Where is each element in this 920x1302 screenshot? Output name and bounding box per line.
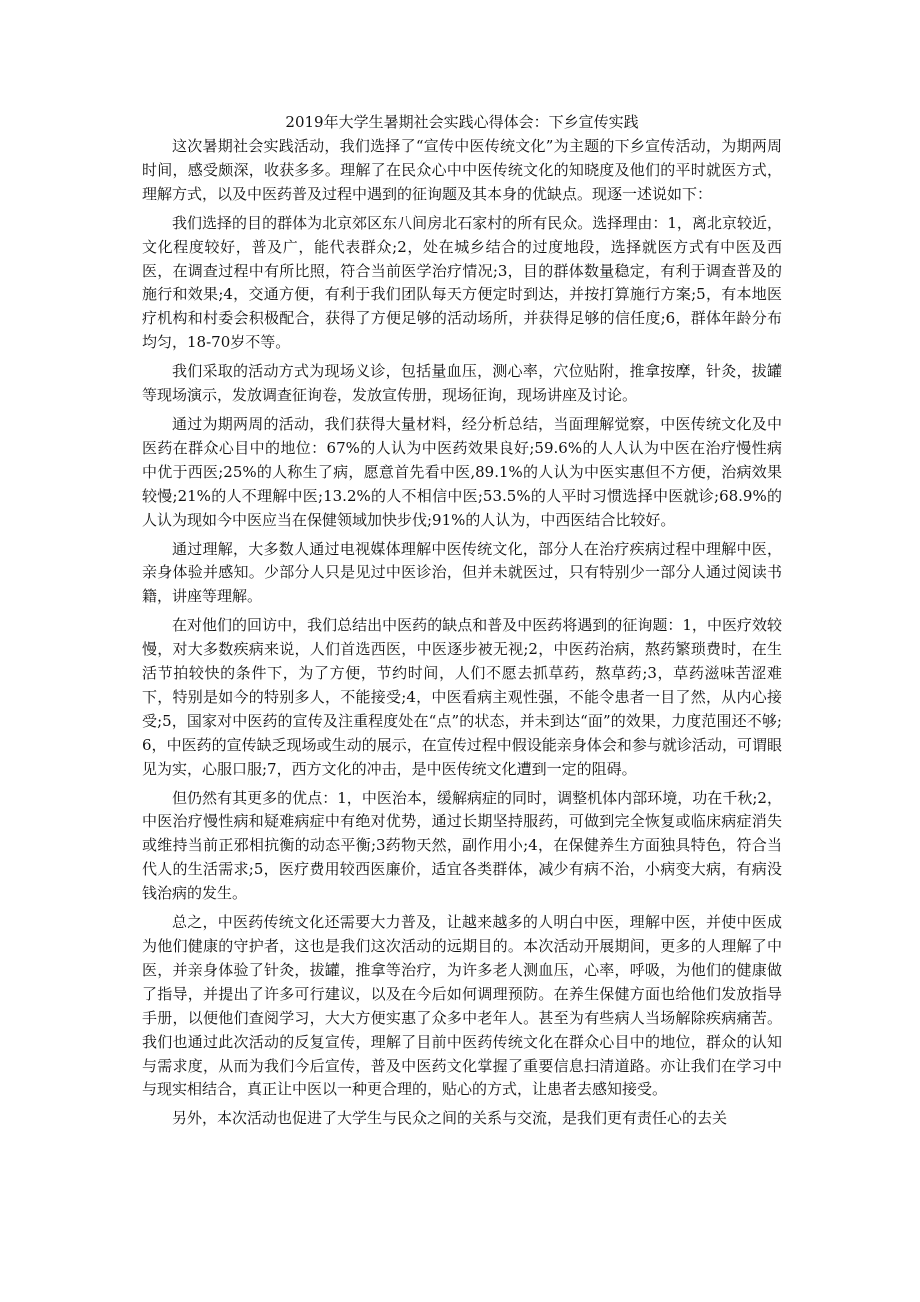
paragraph-target-group: 我们选择的目的群体为北京郊区东八间房北石家村的所有民众。选择理由：1，离北京较近，文化程度较好，普及广，能代表群众;2，处在城乡结合的过度地段，选择就医方式有中医及西医，在调查过程中有所比照，符合当前医学治疗情况;3，目的群体数量稳定，有利于调查普及的施行和效果;4，交通方便，有利于我们团队每天方便定时到达，并按打算施行方案;5，有本地医疗机构和村委会积极配合，获得了方便足够的活动场所，并获得足够的信任度;6，群体年龄分布均匀，18-70岁不等。 [142, 213, 782, 352]
paragraph-intro: 这次暑期社会实践活动，我们选择了“宣传中医传统文化”为主题的下乡宣传活动，为期两周时间，感受颇深，收获多多。理解了在民众心中中医传统文化的知晓度及他们的平时就医方式，理解方式，以及中医药普及过程中遇到的征询题及其本身的优缺点。现逐一述说如下： [142, 137, 782, 203]
paragraph-survey-results: 通过为期两周的活动，我们获得大量材料，经分析总结，当面理解觉察，中医传统文化及中医药在群众心目中的地位：67%的人认为中医药效果良好;59.6%的人人认为中医在治疗慢性病中优于西医;25%的人称生了病，愿意首先看中医,89.1%的人认为中医实惠但不方便，治病效果较慢;21%的人不理解中医;13.2%的人不相信中医;53.5%的人平时习惯选择中医就诊;68.9%的人认为现如今中医应当在保健领域加快步伐;91%的人认为，中西医结合比较好。 [142, 414, 782, 529]
paragraph-summary: 总之，中医药传统文化还需要大力普及，让越来越多的人明白中医，理解中医，并使中医成为他们健康的守护者，这也是我们这次活动的远期目的。本次活动开展期间，更多的人理解了中医，并亲身体验了针灸，拔罐，推拿等治疗，为许多老人测血压，心率，呼吸，为他们的健康做了指导，并提出了许多可行建议，以及在今后如何调理预防。在养生保健方面也给他们发放指导手册，以便他们查阅学习，大大方便实惠了众多中老年人。甚至为有些病人当场解除疾病痛苦。我们也通过此次活动的反复宣传，理解了目前中医药传统文化在群众心目中的地位，群众的认知与需求度，从而为我们今后宣传，普及中医药文化掌握了重要信息扫清道路。亦让我们在学习中与现实相结合，真正让中医以一种更合理的，贴心的方式，让患者去感知接受。 [142, 913, 782, 1099]
paragraph-additional: 另外，本次活动也促进了大学生与民众之间的关系与交流，是我们更有责任心的去关 [172, 1109, 728, 1128]
document-title: 2019年大学生暑期社会实践心得体会：下乡宣传实践 [285, 113, 639, 131]
paragraph-understanding-channels: 通过理解，大多数人通过电视媒体理解中医传统文化，部分人在治疗疾病过程中理解中医，亲身体验并感知。少部分人只是见过中医诊治，但并未就医过，只有特别少一部分人通过阅读书籍，讲座等理解。 [142, 539, 782, 606]
paragraph-activity-method: 我们采取的活动方式为现场义诊，包括量血压，测心率，穴位贴附，推拿按摩，针灸，拔罐等现场演示，发放调查征询卷，发放宣传册，现场征询，现场讲座及讨论。 [142, 362, 782, 405]
document-page [142, 110, 782, 1131]
paragraph-shortcomings: 在对他们的回访中，我们总结出中医药的缺点和普及中医药将遇到的征询题：1，中医疗效较慢，对大多数疾病来说，人们首选西医，中医逐步被无视;2，中医药治病，熬药繁琐费时，在生活节拍较快的条件下，为了方便，节约时间，人们不愿去抓草药，熬草药;3，草药滋味苦涩难下，特别是如今的特别多人，不能接受;4，中医看病主观性强，不能令患者一目了然，从内心接受;5，国家对中医药的宣传及注重程度处在“点”的状态，并未到达“面”的效果，力度范围还不够;6，中医药的宣传缺乏现场或生动的展示，在宣传过程中假设能亲身体会和参与就诊活动，可谓眼见为实，心服口服;7，西方文化的冲击，是中医传统文化遭到一定的阻碍。 [142, 616, 782, 778]
paragraph-advantages: 但仍然有其更多的优点：1，中医治本，缓解病症的同时，调整机体内部环境，功在千秋;2，中医治疗慢性病和疑难病症中有绝对优势，通过长期坚持服药，可做到完全恢复或临床病症消失或维持当前正邪相抗衡的动态平衡;3药物天然，副作用小;4，在保健养生方面独具特色，符合当代人的生活需求;5，医疗费用较西医廉价，适宜各类群体，减少有病不治，小病变大病，有病没钱治病的发生。 [142, 788, 782, 903]
